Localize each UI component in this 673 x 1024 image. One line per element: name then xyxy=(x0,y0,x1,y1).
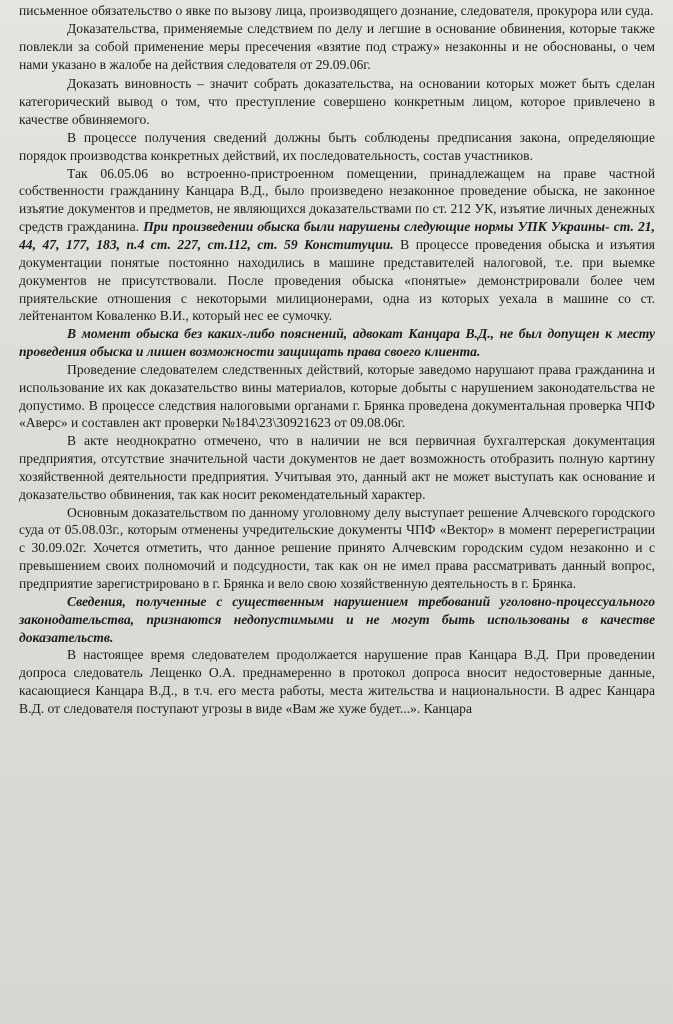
paragraph-8: В акте неоднократно отмечено, что в наличии не вся первичная бухгалтерская документация предприятия, отсутствие значительной части документов не дает возможность отобразить полную картину хозяйственной деятельности предприятия. Учитывая это, данный акт не может выступать как основание и доказательство обвинения, так как носит рекомендательный характер. xyxy=(19,433,655,502)
paragraph-5-plain: Так 06.05.06 во встроенно-пристроенном помещении, принадлежащем на праве частной собственности гражданину Канцара В.Д., было произведено незаконное проведение обыска, не законное изъятие документов и предметов, не являющихся доказательствами по ст. 212 УК, изъятие личных денежных средств гражданина. xyxy=(19,165,655,235)
paragraph-2: Доказательства, применяемые следствием по делу и легшие в основание обвинения, которые также повлекли за собой применение меры пресечения «взятие под стражу» незаконны и не обоснованы, о чем нами указано в жалобе на действия следователя от 29.09.06г. xyxy=(19,20,655,72)
paragraph-6-emphasis: В момент обыска без каких-либо пояснений, адвокат Канцара В.Д., не был допущен к месту проведения обыска и лишен возможности защищать права своего клиента. xyxy=(19,326,655,360)
paragraph-5-rest: В процессе проведения обыска и изъятия документации понятые постоянно находились в машине представителей налоговой, т.е. при выемке документов не присутствовали. После проведения обыска «понятые» демонстрировали более чем приятельские отношения с некоторыми милиционерами, одна из которых уехала в машине со ст. лейтенантом Коваленко В.И., который нес ее сумочку. xyxy=(19,236,655,324)
paragraph-4: В процессе получения сведений должны быть соблюдены предписания закона, определяющие порядок производства конкретных действий, их последовательность, состав участников. xyxy=(19,129,655,163)
paragraph-10-emphasis: Сведения, полученные с существенным нарушением требований уголовно-процессуального законодательства, признаются недопустимыми и не могут быть использованы в качестве доказательств. xyxy=(19,593,655,645)
paragraph-1: письменное обязательство о явке по вызову лица, производящего дознание, следователя, прокурора или суда. xyxy=(19,3,654,18)
paragraph-7: Проведение следователем следственных действий, которые заведомо нарушают права гражданина и использование их как доказательство вины материалов, которые добыты с нарушением законодательства не допустимо. В процессе следствия налоговыми органами г. Брянка проведена документальная проверка ЧПФ «Аверс» и составлен акт проверки №184\23\30921623 от 09.08.06г. xyxy=(19,361,655,431)
paragraph-9: Основным доказательством по данному уголовному делу выступает решение Алчевского городского суда от 05.08.03г., которым отменены учредительские документы ЧПФ «Вектор» в момент перерегистрации с 30.09.02г. Хочется отметить, что данное решение принято Алчевским городским судом незаконно и с превышением своих полномочий и подсудности, так как он не имел права рассматривать данный вопрос, предприятие зарегистрировано в г. Брянка и вело свою хозяйственную деятельность в г. Брянка. xyxy=(19,504,655,591)
document-body xyxy=(19,2,655,718)
paragraph-5-emphasis: При произведении обыска были нарушены следующие нормы УПК Украины- ст. 21, 44, 47, 177, 183, п.4 ст. 227, ст.112, ст. 59 Конституции. xyxy=(19,219,655,252)
paragraph-11: В настоящее время следователем продолжается нарушение прав Канцара В.Д. При проведении допроса следователь Лещенко О.А. преднамеренно в протокол допроса вносит недостоверные данные, касающиеся Канцара В.Д., в т.ч. его места работы, места жительства и национальности. В адрес Канцара В.Д. от следователя поступают угрозы в виде «Вам же хуже будет...». Канцара xyxy=(19,647,655,716)
paragraph-3: Доказать виновность – значит собрать доказательства, на основании которых может быть сделан категорический вывод о том, что преступление совершено конкретным лицом, которое привлечено в качестве обвиняемого. xyxy=(19,76,655,128)
paragraph-5 xyxy=(19,165,655,326)
